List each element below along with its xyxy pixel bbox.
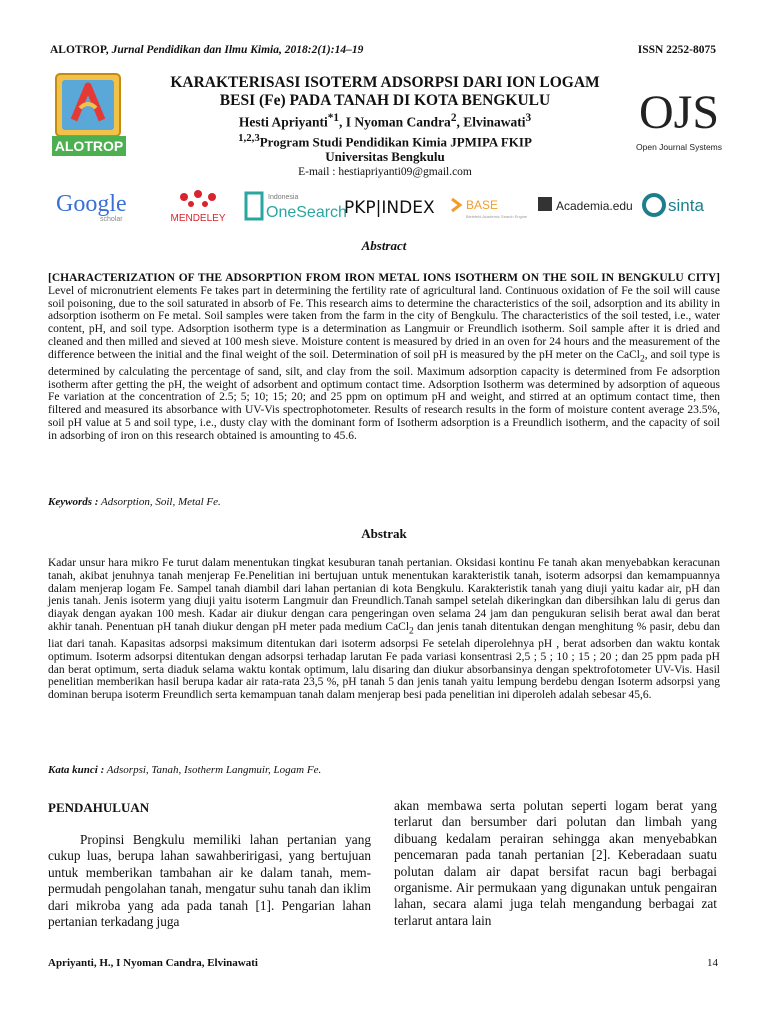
- abstract-text: [CHARACTERIZATION OF THE ADSORPTION FROM IRON METAL IONS ISOTHERM ON THE SOIL IN BENGKULU CITY] Level of micronutrient elements Fe takes part in determining the fertility rate of agricultural land. Continuous oxidation of Fe the soil will cause soil poisoning, due to the soil saturated in absorb of Fe. This research aims to determine the characteristics of the soil, adsorption and its ability in adsorption isotherm on Fe metal. Soil samples were taken from the farm in the city of Bengkulu. The characteristics of the soil tested, i.e., water content, pH, and soil type. Adsorption isotherm type is a determination as Langmuir or Freundlich isotherm. Soil sample after it is dried and cleaned and then milled and sieved at 100 mesh sieve. Moisture content is measured by dried in an oven for 24 hours and the measurement of the difference between the initial and the final weight of the soil. Determination of soil pH is measured by the pH meter on the CaCl$_2$, and soil type is determined by calculating the percentage of sand, silt, and clay from the soil. Maximum adsorption capacity is determined from Fe adsorption isotherm after getting the pH, the weight of adsorbent and optimum contact time. Adsorption Isotherm was determined by adsorption of aqueous Fe variation at the concentration of 2.5; 5; 10; 15; 20; and 25 ppm on optimum pH and weight, and stirred at an optimum contact time, then filtered and measured its absorbance with UV-Vis spectrophotometer. Results of research results in the form of moisture content average 23.5%, soil pH value at 5 and soil type, i.e., dusty clay with the dominant form of Isotherm adsorption is a Freundlich isotherm, and the capacity of soil in adsorbing of iron on this research obtained is amounting to 45.6.: [48, 272, 720, 442]
- article-title-line-2: BESI (Fe) PADA TANAH DI KOTA BENGKULU: [219, 92, 551, 109]
- affiliation: $^{1,2,3}$Program Studi Pendidikan Kimia JPMIPA FKIP: [238, 131, 532, 149]
- author-list: Hesti Apriyanti$^{*1}$, I Nyoman Candra$^2$, Elvinawati$^3$: [238, 112, 532, 130]
- abstract-heading: Abstract: [361, 238, 407, 253]
- indexing-logos: [50, 185, 720, 225]
- university: Universitas Bengkulu: [325, 148, 445, 164]
- google-scholar-logo: [56, 185, 140, 225]
- issn: ISSN 2252-8075: [637, 44, 716, 56]
- section-heading-pendahuluan: PENDAHULUAN: [48, 800, 150, 815]
- kata-kunci: Kata kunci : Adsorpsi, Tanah, Isotherm Langmuir, Logam Fe.: [48, 764, 322, 776]
- ojs-text: OJS: [638, 86, 720, 139]
- onesearch-logo: [242, 185, 347, 225]
- page-number: 14: [707, 957, 718, 969]
- ojs-subtext: Open Journal Systems: [636, 142, 722, 152]
- mendeley-logo: [162, 185, 234, 225]
- article-title-block: [140, 74, 630, 178]
- alotrop-logo: [52, 72, 126, 158]
- academia-logo: [538, 185, 633, 225]
- abstrak-heading: Abstrak: [361, 526, 407, 541]
- article-title-line-1: KARAKTERISASI ISOTERM ADSORPSI DARI ION LOGAM: [170, 74, 600, 91]
- footer-authors: Apriyanti, H., I Nyoman Candra, Elvinawati: [48, 957, 258, 969]
- svg-text:scholar: scholar: [100, 216, 123, 223]
- svg-text:Google: Google: [56, 191, 127, 217]
- svg-text:Bielefeld Academic Search Engi: Bielefeld Academic Search Engine: [466, 214, 528, 219]
- abstrak-text: Kadar unsur hara mikro Fe turut dalam menentukan tingkat kesuburan tanah pertanian. Oksidasi kontinu Fe tanah akan menyebabkan keracunan tanah, akibat jenuhnya tanah menjerap Fe.Penelitian ini bertujuan untuk menentukan karakteristik tanah, isoterm adsorpsi dan kemampuannya dalam menjerap logam Fe. Sampel tanah diambil dari lahan pertanian di kota Bengkulu. Karakteristik tanah yang diuji yaitu kadar air, pH dan jenis tanah. Jenis isoterm yang diuji yaitu isoterm Langmuir dan Freundlich.Tanah sampel setelah dikeringkan dan dibersihkan lalu di gerus dan diayak dengan ayakan 100 mesh. Kadar air diukur dengan cara pengeringan oven selama 24 jam dan pengukuran selisih berat awal dan berat akhir tanah. Penentuan pH tanah diukur dengan pH meter pada medium CaCl$_2$ dan jenis tanah ditentukan dengan menghitung % pasir, debu dan liat dari tanah. Kapasitas adsorpsi maksimum ditentukan dari isoterm adsorpsi Fe setelah diperolehnya pH , berat adsorben dan waktu kontak optimum. Isoterm adsorpsi ditentukan dengan adsorpsi terhadap larutan Fe pada variasi konsentrasi 2,5 ; 5 ; 10 ; 15 ; 20 ; dan 25 ppm pada pH dan berat optimum, serta diaduk selama waktu kontak optimum, lalu disaring dan diukur absorbansinya dengan spektrofotometer UV-Vis. Hasil penelitian memberikan hasil berupa kadar air rata-rata 23,5 %, pH tanah 5 dan jenis tanah yaitu lempung berdebu dengan Isoterm adsorpsi yang dominan berupa isoterm Freundlich serta kemampuan tanah dalam menjerap besi pada penelitian ini diperoleh adalah sebesar 45,6.: [48, 557, 720, 702]
- pkp-index-logo: [344, 185, 434, 225]
- svg-text:PKP|INDEX: PKP|INDEX: [344, 198, 435, 218]
- email-address: E-mail : hestiapriyanti09@gmail.com: [298, 165, 472, 178]
- keywords: Keywords : Adsorption, Soil, Metal Fe.: [48, 496, 221, 508]
- ojs-logo: [637, 78, 721, 158]
- svg-text:Academia.edu: Academia.edu: [556, 199, 633, 213]
- svg-text:BASE: BASE: [466, 198, 499, 212]
- svg-text:sinta: sinta: [668, 196, 704, 215]
- sinta-logo: [642, 185, 718, 225]
- body-left-column: Propinsi Bengkulu memiliki lahan pertanian yang cukup luas, berupa lahan sawahberirigasi, yang bertujuan untuk memberikan tambahan air ke dalam tanah, mem-permudah pengolahan tanah, mengatur suhu tanah dan iklim dari mikroba yang ada pada tanah [1]. Pengarian lahan pertanian terkadang juga: [48, 832, 371, 930]
- base-logo: [450, 185, 540, 225]
- alotrop-text: ALOTROP: [54, 138, 124, 154]
- body-right-column: akan membawa serta polutan seperti logam berat yang terlarut dan bersumber dari polutan dan limbah yang dibuang kedalam perairan sehingga akan menyebabkan pencemaran pada tanah pertanian [2]. Keberadaan suatu polutan dalam air dapat bersifat racun bagi berbagai organisme. Air permukaan yang digunakan untuk pengairan lahan, secara alami juga telah mengandung berbagai zat terlarut antara lain: [394, 798, 717, 928]
- journal-citation: ALOTROP, Jurnal Pendidikan dan Ilmu Kimia, 2018:2(1):14–19: [50, 44, 364, 56]
- svg-text:Indonesia: Indonesia: [268, 194, 299, 201]
- svg-text:OneSearch: OneSearch: [266, 204, 347, 221]
- svg-text:MENDELEY: MENDELEY: [170, 213, 226, 224]
